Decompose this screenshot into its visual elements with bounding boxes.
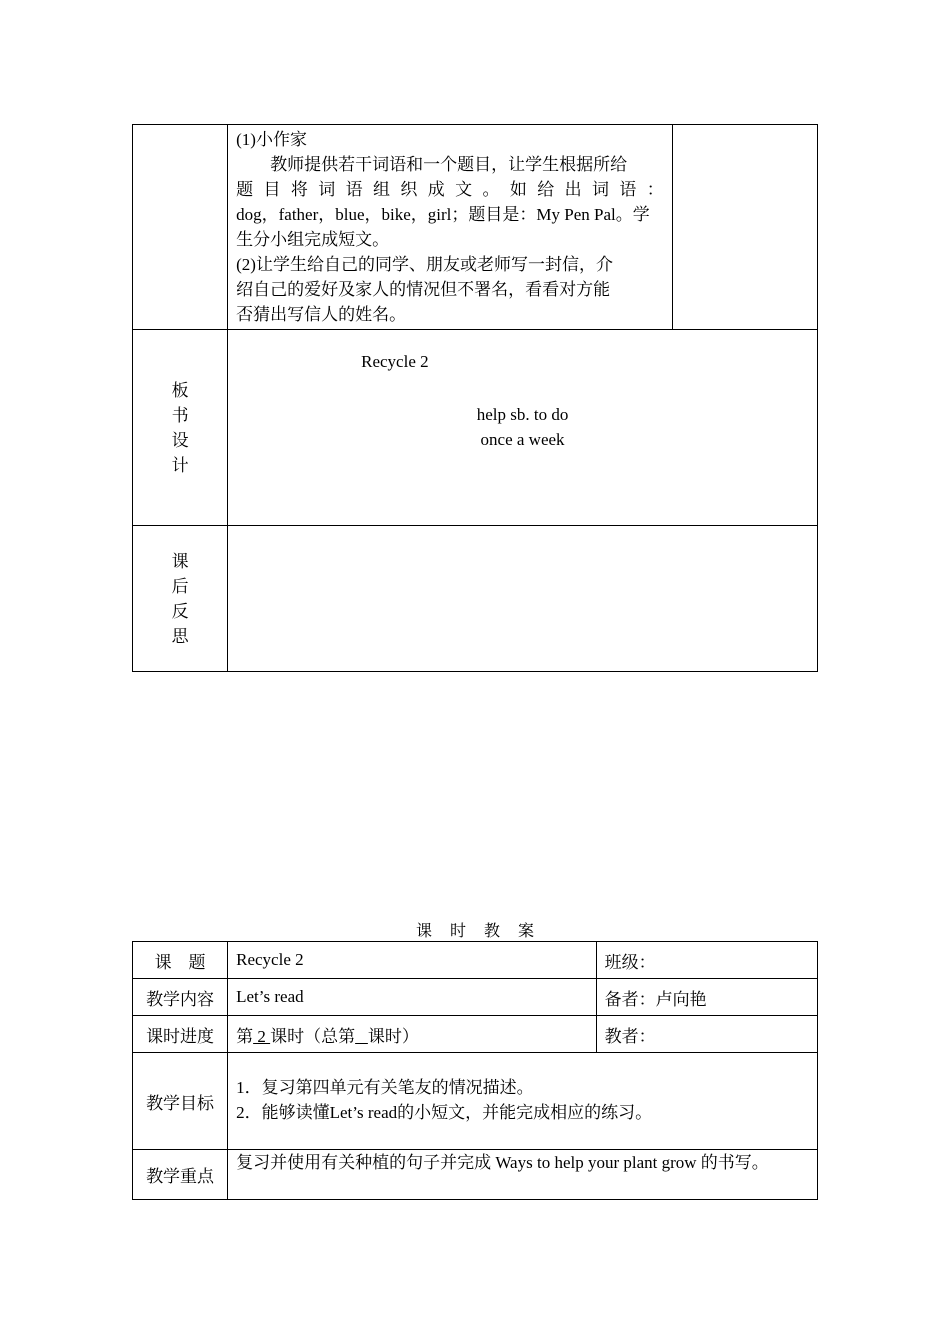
activity-1-line: dog，father，blue，bike，girl；题目是：My Pen Pal。学	[236, 205, 650, 224]
goal-cell	[228, 1053, 818, 1150]
preparer-label: 备者：卢向艳	[596, 979, 817, 1016]
board-title: Recycle 2	[361, 352, 429, 371]
activity-1-title: (1)小作家	[236, 130, 307, 149]
board-design-label: 板 书 设 计	[133, 330, 228, 526]
activity-cell	[228, 125, 673, 330]
focus-value: 复习并使用有关种植的句子并完成 Ways to help your plant grow 的书写。	[228, 1150, 818, 1200]
goal-item: 1．复习第四单元有关笔友的情况描述。	[236, 1078, 534, 1097]
activity-2-line: (2)让学生给自己的同学、朋友或老师写一封信，介	[236, 255, 613, 274]
empty-label-cell	[133, 125, 228, 330]
activity-1-line: 教师提供若干词语和一个题目，让学生根据所给	[270, 155, 628, 174]
content-label: 教学内容	[133, 979, 228, 1016]
topic-label: 课 题	[133, 942, 228, 979]
empty-notes-cell	[672, 125, 817, 330]
reflection-cell	[228, 526, 818, 672]
activity-2-line: 绍自己的爱好及家人的情况但不署名，看看对方能	[236, 280, 611, 299]
activity-1-line: 题目将词语组织成文。如给出词语：	[236, 180, 664, 199]
board-design-cell	[228, 330, 818, 526]
activity-2-line: 否猜出写信人的姓名。	[236, 305, 407, 324]
topic-value: Recycle 2	[228, 942, 597, 979]
board-phrase: help sb. to do	[476, 405, 569, 424]
progress-label: 课时进度	[133, 1016, 228, 1053]
board-phrases	[228, 402, 817, 452]
sheet-title: 课 时 教 案	[415, 923, 535, 940]
content-value: Let’s read	[228, 979, 597, 1016]
goal-label: 教学目标	[133, 1053, 228, 1150]
teacher-label: 教者：	[596, 1016, 817, 1053]
board-phrase: once a week	[480, 430, 565, 449]
focus-label: 教学重点	[133, 1150, 228, 1200]
class-label: 班级：	[596, 942, 817, 979]
progress-total	[355, 1027, 368, 1046]
progress-value: 第 2 课时（总第 课时）	[228, 1016, 597, 1053]
reflection-label: 课 后 反 思	[133, 526, 228, 672]
top-lesson-table	[132, 124, 818, 672]
lesson-plan-table	[132, 941, 818, 1200]
activity-1-line: 生分小组完成短文。	[236, 230, 390, 249]
goal-item: 2．能够读懂Let’s read的小短文，并能完成相应的练习。	[236, 1103, 653, 1122]
progress-current: 2	[253, 1026, 271, 1046]
